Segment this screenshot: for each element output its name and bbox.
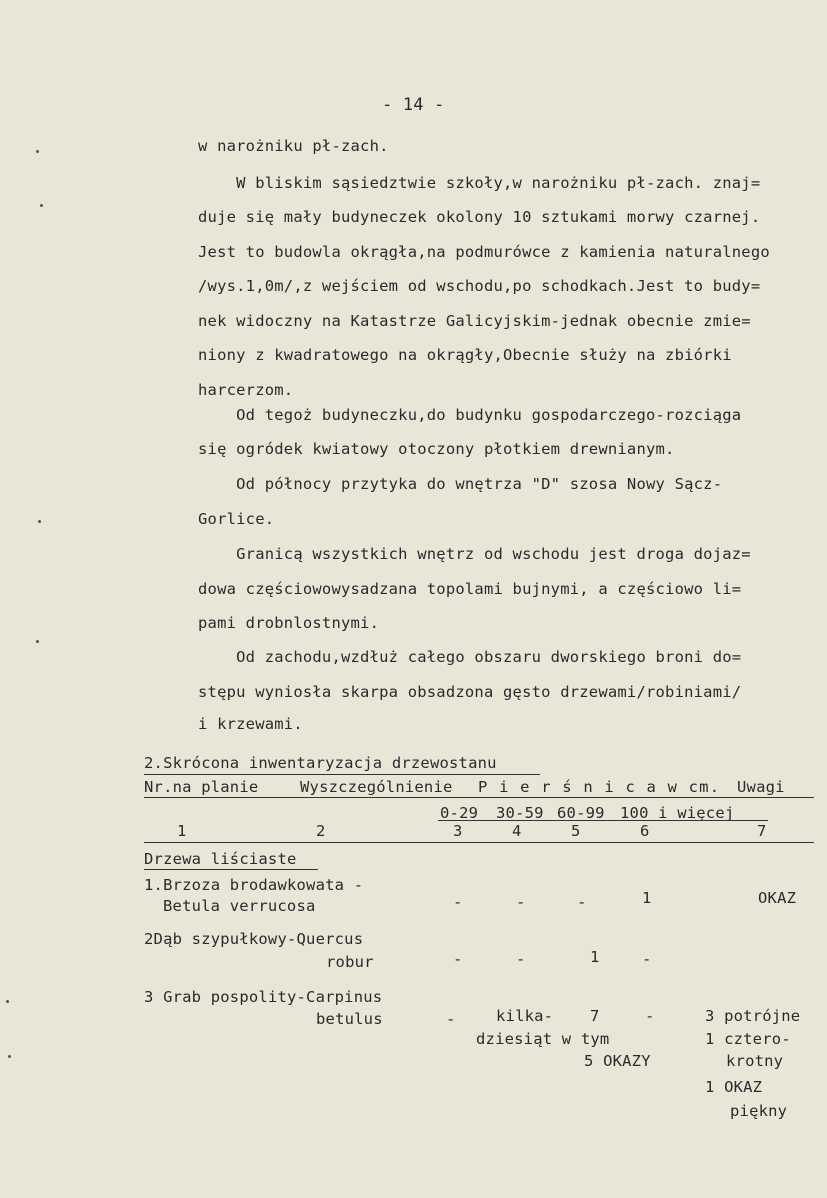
body-line: W bliskim sąsiedztwie szkoły,w narożniku pł-zach. znaj= — [198, 174, 761, 192]
remark-line: 1 OKAZ — [705, 1078, 763, 1096]
body-line: Granicą wszystkich wnętrz od wschodu jest droga dojaz= — [198, 545, 751, 563]
row-name-latin: betulus — [316, 1010, 383, 1028]
row-name: 3 Grab pospolity-Carpinus — [144, 988, 383, 1006]
remark-line: 3 potrójne — [705, 1007, 801, 1025]
remark-line: piękny — [730, 1102, 788, 1120]
header-remarks: Uwagi — [737, 778, 785, 796]
girth-range: 60-99 — [557, 804, 605, 822]
column-number: 3 — [453, 822, 463, 840]
header-name: Wyszczególnienie — [300, 778, 453, 796]
girth-rule — [438, 820, 768, 821]
cell-60-99: 1 — [590, 948, 600, 966]
punch-mark — [38, 520, 41, 523]
body-line: pami drobnlostnymi. — [198, 614, 380, 632]
body-line: Jest to budowla okrągła,na podmurówce z kamienia naturalnego — [198, 243, 770, 261]
body-line: się ogródek kwiatowy otoczony płotkiem drewnianym. — [198, 440, 675, 458]
row-name-latin: robur — [326, 953, 374, 971]
section-heading: Drzewa liściaste — [144, 850, 297, 868]
punch-mark — [8, 1055, 11, 1058]
cell-0-29: - — [453, 893, 463, 911]
cell-note: dziesiąt w tym — [476, 1030, 610, 1048]
row-name: 2Dąb szypułkowy-Quercus — [144, 930, 364, 948]
title-underline — [144, 774, 540, 775]
punch-mark — [36, 640, 39, 643]
body-line: stępu wyniosła skarpa obsadzona gęsto drzewami/robiniami/ — [198, 683, 742, 701]
body-line: Od północy przytyka do wnętrza "D" szosa Nowy Sącz- — [198, 475, 723, 493]
cell-30-59: kilka- — [496, 1007, 554, 1025]
body-line: nek widoczny na Katastrze Galicyjskim-jednak obecnie zmie= — [198, 312, 751, 330]
cell-100: - — [642, 950, 652, 968]
cell-30-59: - — [516, 950, 526, 968]
cell-0-29: - — [453, 950, 463, 968]
body-line: i krzewami. — [198, 715, 303, 733]
cell-100: - — [645, 1007, 655, 1025]
girth-range: 100 i więcej — [620, 804, 735, 822]
body-line: duje się mały budyneczek okolony 10 sztukami morwy czarnej. — [198, 208, 761, 226]
body-line: dowa częściowowysadzana topolami bujnymi, a częściowo li= — [198, 580, 742, 598]
body-line: Od tegoż budyneczku,do budynku gospodarczego-rozciąga — [198, 406, 742, 424]
column-number: 5 — [571, 822, 581, 840]
table-title: 2.Skrócona inwentaryzacja drzewostanu — [144, 754, 497, 772]
cell-60-99: - — [577, 893, 587, 911]
body-line: w narożniku pł-zach. — [198, 137, 389, 155]
body-line: niony z kwadratowego na okrągły,Obecnie służy na zbiórki — [198, 346, 732, 364]
punch-mark — [40, 204, 43, 207]
column-number: 6 — [640, 822, 650, 840]
body-line: Gorlice. — [198, 510, 275, 528]
remark-line: krotny — [726, 1052, 784, 1070]
header-girth: P i e r ś n i c a w cm. — [478, 778, 721, 796]
row-name: 1.Brzoza brodawkowata - — [144, 876, 364, 894]
column-number: 4 — [512, 822, 522, 840]
body-line: /wys.1,0m/,z wejściem od wschodu,po schodkach.Jest to budy= — [198, 277, 761, 295]
header-nr: Nr.na planie — [144, 778, 259, 796]
cell-100: 1 — [642, 889, 652, 907]
cell-note: 5 OKAZY — [584, 1052, 651, 1070]
girth-range: 30-59 — [496, 804, 544, 822]
column-number-rule — [144, 842, 814, 843]
page-number: - 14 - — [382, 95, 445, 115]
cell-60-99: 7 — [590, 1007, 600, 1025]
remark-line: 1 cztero- — [705, 1030, 791, 1048]
row-name-latin: Betula verrucosa — [163, 897, 316, 915]
header-rule — [144, 797, 814, 798]
girth-range: 0-29 — [440, 804, 479, 822]
cell-0-29: - — [446, 1010, 456, 1028]
column-number: 7 — [757, 822, 767, 840]
column-number: 2 — [316, 822, 326, 840]
body-line: harcerzom. — [198, 381, 294, 399]
punch-mark — [36, 150, 39, 153]
section-underline — [144, 869, 318, 870]
punch-mark — [6, 1000, 9, 1003]
body-line: Od zachodu,wzdłuż całego obszaru dworskiego broni do= — [198, 648, 742, 666]
column-number: 1 — [177, 822, 187, 840]
cell-30-59: - — [516, 893, 526, 911]
remark-line: OKAZ — [758, 889, 797, 907]
